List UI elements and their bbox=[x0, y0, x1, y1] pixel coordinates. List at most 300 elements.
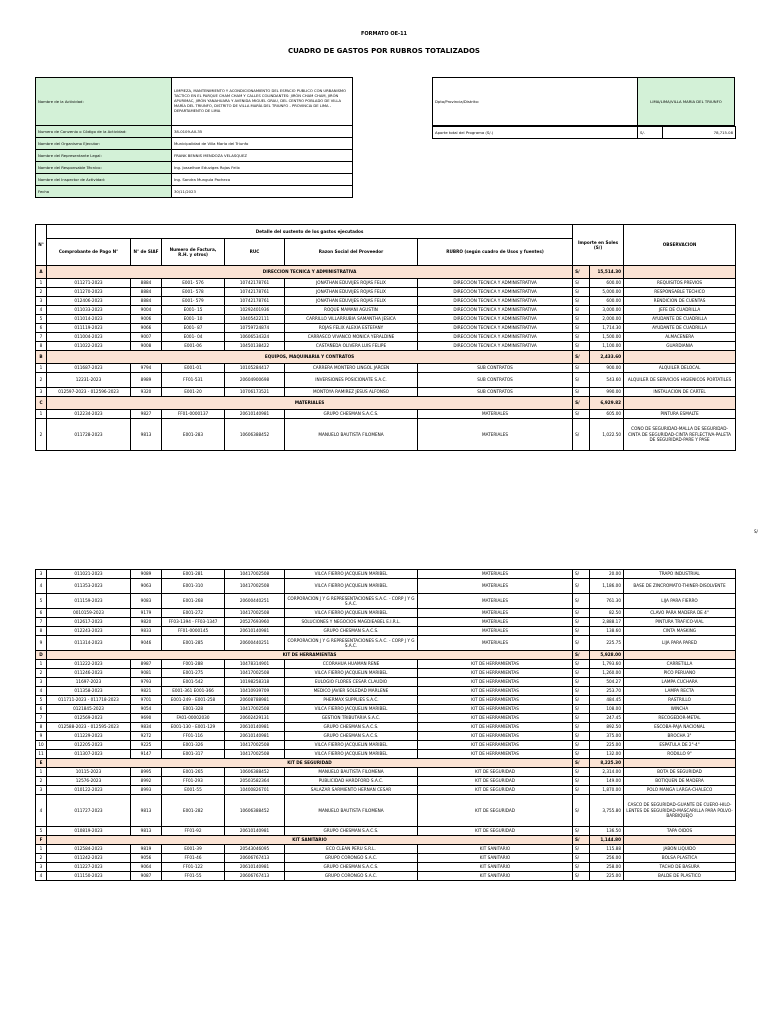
row-comprobante: 011246-2023 bbox=[47, 669, 131, 678]
row-currency: S/ bbox=[573, 768, 590, 777]
row-factura: FF01-92 bbox=[162, 827, 225, 836]
row-ruc: 10417002508 bbox=[225, 705, 285, 714]
row-observation: RESPONSABLE TECHICO bbox=[624, 288, 736, 297]
row-observation: PINTURA ESMALTE bbox=[624, 410, 736, 419]
col-rubro: RUBRO (según cuadro de Usos y fuentes) bbox=[418, 239, 573, 266]
row-observation: LAMPA RECTA bbox=[624, 687, 736, 696]
row-comprobante: 011033-2023 bbox=[47, 306, 131, 315]
row-comprobante: 011358-2023 bbox=[47, 687, 131, 696]
row-currency: S/ bbox=[573, 636, 590, 651]
row-amount: 253.70 bbox=[590, 687, 624, 696]
row-currency: S/ bbox=[573, 732, 590, 741]
section-title: KIT DE SEGURIDAD bbox=[47, 759, 573, 768]
row-comprobante: 011227-2023 bbox=[47, 863, 131, 872]
row-number: 1 bbox=[36, 768, 47, 777]
row-siaf: 9793 bbox=[131, 678, 162, 687]
row-factura: E001- 87 bbox=[162, 324, 225, 333]
row-siaf: 9004 bbox=[131, 306, 162, 315]
row-rubro: KIT DE SEGURIDAD bbox=[418, 786, 573, 795]
row-amount: 900.00 bbox=[590, 364, 624, 373]
row-rubro: KIT DE HERRAMIENTAS bbox=[418, 696, 573, 705]
row-amount: 82.50 bbox=[590, 609, 624, 618]
row-number: 4 bbox=[36, 579, 47, 594]
activity-value: LIMPIEZA, MANTENIMIENTO Y ACONDICIONAMIENTO DEL ESPACIO PUBLICO CON URBANISMO TACTICO EN EL PARQUE CHAM CHAM Y CALLES COLINDANTES: JIRÓN CHAM CHAM, JIRÓN APURIMAC, JIRÓN YANAHUARA Y AVENIDA MIGUEL GRAU, DEL CENTRO POBLADO DE VILLA MARÍA DEL TRIUNFO, DISTRITO DE VILLA MARÍA DEL TRIUNFO - PROVINCIA DE LIMA - DEPARTAMENTO DE LIMA bbox=[172, 78, 353, 126]
row-factura: FF01-0000145 bbox=[162, 627, 225, 636]
row-currency: S/ bbox=[573, 570, 590, 579]
row-siaf: 9007 bbox=[131, 333, 162, 342]
row-number: 8 bbox=[36, 627, 47, 636]
row-rubro: MATERIALES bbox=[418, 609, 573, 618]
row-siaf: 8884 bbox=[131, 297, 162, 306]
row-comprobante: 12576-2023 bbox=[47, 777, 131, 786]
aporte-label: Aporte total del Programa (S/.) bbox=[433, 127, 638, 139]
row-razon-social: MANUELO BAUTISTA FILOMENA bbox=[285, 419, 418, 451]
row-rubro: DIRECCION TECNICA Y ADMINISTRATIVA bbox=[418, 288, 573, 297]
row-amount: 1,100.00 bbox=[590, 342, 624, 351]
row-comprobante: 011242-2023 bbox=[47, 854, 131, 863]
section-letter: D bbox=[36, 651, 47, 660]
row-razon-social: VILCA FIERRO JACQUELIN MARIBEL bbox=[285, 705, 418, 714]
row-amount: 1,714.30 bbox=[590, 324, 624, 333]
row-siaf: 9834 bbox=[131, 723, 162, 732]
table-row bbox=[36, 609, 736, 618]
row-number: 2 bbox=[36, 777, 47, 786]
aporte-currency: S/. bbox=[638, 127, 663, 139]
info-value: 30/11/2023 bbox=[172, 186, 353, 198]
row-number: 3 bbox=[36, 388, 47, 397]
section-row bbox=[36, 351, 736, 364]
row-comprobante: 012569-2023 bbox=[47, 714, 131, 723]
section-observation bbox=[624, 759, 736, 768]
row-rubro: MATERIALES bbox=[418, 594, 573, 609]
row-siaf: 9063 bbox=[131, 579, 162, 594]
row-razon-social: ROJAS FELIX ALEXIA ESTEFANY bbox=[285, 324, 418, 333]
row-rubro: KIT DE HERRAMIENTAS bbox=[418, 741, 573, 750]
row-amount: 136.50 bbox=[590, 827, 624, 836]
row-comprobante: 011159-2023 bbox=[47, 594, 131, 609]
row-currency: S/ bbox=[573, 594, 590, 609]
row-currency: S/ bbox=[573, 419, 590, 451]
row-amount: 1,870.00 bbox=[590, 786, 624, 795]
row-observation: LIJA PARA PARED bbox=[624, 636, 736, 651]
row-observation: ALMACENERA bbox=[624, 333, 736, 342]
row-siaf: 9054 bbox=[131, 705, 162, 714]
row-razon-social: GRUPO CORONGO S.A.C. bbox=[285, 872, 418, 881]
info-value: 38-0109-AII-35 bbox=[172, 126, 353, 138]
row-siaf: 9820 bbox=[131, 618, 162, 627]
row-ruc: 20527693960 bbox=[225, 618, 285, 627]
row-number: 2 bbox=[36, 373, 47, 388]
row-amount: 132.00 bbox=[590, 750, 624, 759]
row-siaf: 9833 bbox=[131, 627, 162, 636]
row-amount: 600.00 bbox=[590, 297, 624, 306]
row-ruc: 20606767413 bbox=[225, 854, 285, 863]
row-currency: S/ bbox=[573, 705, 590, 714]
row-currency: S/ bbox=[573, 827, 590, 836]
row-currency: S/ bbox=[573, 795, 590, 827]
row-currency: S/ bbox=[573, 723, 590, 732]
row-number: 10 bbox=[36, 741, 47, 750]
row-comprobante: 011004-2023 bbox=[47, 333, 131, 342]
row-razon-social: ECO CLEAN PERU S.R.L. bbox=[285, 845, 418, 854]
row-amount: 2,888.17 bbox=[590, 618, 624, 627]
row-factura: E001- 04 bbox=[162, 333, 225, 342]
row-ruc: 10417002508 bbox=[225, 579, 285, 594]
row-factura: E001-310 bbox=[162, 579, 225, 594]
region-value: LIMA/LIMA/VILLA MARIA DEL TRIUNFO bbox=[638, 78, 735, 126]
row-observation: BALDE DE PLASTICO bbox=[624, 872, 736, 881]
row-rubro: DIRECCION TECNICA Y ADMINISTRATIVA bbox=[418, 279, 573, 288]
row-factura: E001-542 bbox=[162, 678, 225, 687]
row-amount: 258.00 bbox=[590, 863, 624, 872]
row-factura: E001-268 bbox=[162, 594, 225, 609]
table-row bbox=[36, 687, 736, 696]
section-row bbox=[36, 651, 736, 660]
row-number: 5 bbox=[36, 827, 47, 836]
row-comprobante: 012234-2023 bbox=[47, 410, 131, 419]
section-letter: A bbox=[36, 266, 47, 279]
table-row bbox=[36, 579, 736, 594]
row-comprobante: 010819-2023 bbox=[47, 827, 131, 836]
row-number: 2 bbox=[36, 288, 47, 297]
section-observation bbox=[624, 836, 736, 845]
row-rubro: DIRECCION TECNICA Y ADMINISTRATIVA bbox=[418, 315, 573, 324]
table-row bbox=[36, 297, 736, 306]
row-ruc: 10417002508 bbox=[225, 741, 285, 750]
row-amount: 108.00 bbox=[590, 705, 624, 714]
info-label: Nombre del Responsable Técnico: bbox=[36, 162, 172, 174]
info-value: Ing. Josselhoe Eduviges Rojas Felix bbox=[172, 162, 353, 174]
row-siaf: 9008 bbox=[131, 342, 162, 351]
table-row bbox=[36, 627, 736, 636]
row-comprobante: 011229-2023 bbox=[47, 732, 131, 741]
row-comprobante: 012584-2023 bbox=[47, 845, 131, 854]
row-number: 7 bbox=[36, 618, 47, 627]
col-observacion: OBSERVACION bbox=[624, 225, 736, 266]
row-currency: S/ bbox=[573, 373, 590, 388]
row-siaf: 8992 bbox=[131, 777, 162, 786]
row-amount: 1,500.00 bbox=[590, 333, 624, 342]
col-n: N° bbox=[36, 225, 47, 266]
row-comprobante: 011150-2023 bbox=[47, 872, 131, 881]
row-observation: REQUISITOS PREVIOS bbox=[624, 279, 736, 288]
row-factura: E001- 15 bbox=[162, 306, 225, 315]
row-observation: RECOGEDOR-METAL bbox=[624, 714, 736, 723]
row-amount: 375.00 bbox=[590, 732, 624, 741]
row-siaf: 9813 bbox=[131, 795, 162, 827]
row-amount: 605.00 bbox=[590, 410, 624, 419]
row-razon-social: VILCA FIERRO JACQUELIN MARIBEL bbox=[285, 570, 418, 579]
row-razon-social: GESTION TRIBUTARIA S.A.C. bbox=[285, 714, 418, 723]
row-factura: E001-20 bbox=[162, 388, 225, 397]
row-observation: ALQUILER DELOCAL bbox=[624, 364, 736, 373]
row-razon-social: PHERMAX SUPPLIES S.A.C. bbox=[285, 696, 418, 705]
row-currency: S/ bbox=[573, 786, 590, 795]
row-comprobante: 012243-2023 bbox=[47, 627, 131, 636]
row-currency: S/ bbox=[573, 741, 590, 750]
info-value: Municipalidad de Villa María del Triunfo bbox=[172, 138, 353, 150]
row-siaf: 9272 bbox=[131, 732, 162, 741]
row-rubro: DIRECCION TECNICA Y ADMINISTRATIVA bbox=[418, 333, 573, 342]
row-number: 3 bbox=[36, 863, 47, 872]
row-razon-social: CARRERA MONTERO LINGOL JARCEN bbox=[285, 364, 418, 373]
table-row bbox=[36, 827, 736, 836]
section-row bbox=[36, 397, 736, 410]
section-row bbox=[36, 759, 736, 768]
row-currency: S/ bbox=[573, 660, 590, 669]
section-total: 15,514.30 bbox=[590, 266, 624, 279]
row-comprobante: 011021-2023 bbox=[47, 570, 131, 579]
row-currency: S/ bbox=[573, 627, 590, 636]
row-observation: RENDICION DE CUENTAS bbox=[624, 297, 736, 306]
row-siaf: 8989 bbox=[131, 373, 162, 388]
row-siaf: 9821 bbox=[131, 687, 162, 696]
row-ruc: 20610140981 bbox=[225, 627, 285, 636]
row-amount: 225.75 bbox=[590, 636, 624, 651]
table-row bbox=[36, 854, 736, 863]
row-amount: 247.45 bbox=[590, 714, 624, 723]
row-comprobante: 011270-2023 bbox=[47, 288, 131, 297]
row-comprobante: 012406-2023 bbox=[47, 297, 131, 306]
row-currency: S/ bbox=[573, 669, 590, 678]
row-razon-social: GRUPO CHESMAN S.A.C.S. bbox=[285, 410, 418, 419]
row-ruc: 10417002508 bbox=[225, 609, 285, 618]
row-factura: E001-272 bbox=[162, 609, 225, 618]
expense-table-page2 bbox=[35, 569, 736, 881]
section-currency: S/ bbox=[573, 266, 590, 279]
row-razon-social: ROQUE MAMANI AGUSTIN bbox=[285, 306, 418, 315]
row-amount: 138.60 bbox=[590, 627, 624, 636]
row-observation: CONO DE SEGURIDAD-MALLA DE SEGURIDAD-CINTA DE SEGURIDAD-CINTA REFLECTIVA-PALETA DE SEGURIDAD-PARE Y PASE bbox=[624, 419, 736, 451]
table-row bbox=[36, 777, 736, 786]
row-factura: E001-39 bbox=[162, 845, 225, 854]
row-number: 3 bbox=[36, 297, 47, 306]
row-factura: E001-283 bbox=[162, 419, 225, 451]
section-total: 5,928.00 bbox=[590, 651, 624, 660]
row-number: 2 bbox=[36, 669, 47, 678]
row-siaf: 9006 bbox=[131, 315, 162, 324]
row-number: 3 bbox=[36, 570, 47, 579]
row-comprobante: 011222-2023 bbox=[47, 660, 131, 669]
row-ruc: 10742178761 bbox=[225, 288, 285, 297]
row-comprobante: 11697-2023 bbox=[47, 678, 131, 687]
row-factura: E001-281 bbox=[162, 570, 225, 579]
row-number: 6 bbox=[36, 324, 47, 333]
row-comprobante: 10115-2023 bbox=[47, 768, 131, 777]
row-factura: E001-130 - E001-129 bbox=[162, 723, 225, 732]
row-factura: E001-361 E001-366 bbox=[162, 687, 225, 696]
row-number: 11 bbox=[36, 750, 47, 759]
row-ruc: 10400826701 bbox=[225, 786, 285, 795]
row-factura: E001-249 - E001-258 bbox=[162, 696, 225, 705]
row-ruc: 20503582364 bbox=[225, 777, 285, 786]
table-row bbox=[36, 696, 736, 705]
col-siaf: N° de SIAF bbox=[131, 239, 162, 266]
row-factura: E001-282 bbox=[162, 795, 225, 827]
section-currency: S/ bbox=[573, 397, 590, 410]
row-ruc: 10405422111 bbox=[225, 315, 285, 324]
row-siaf: 9066 bbox=[131, 324, 162, 333]
table-row bbox=[36, 768, 736, 777]
row-observation: JEFE DE CUADRILLA bbox=[624, 306, 736, 315]
row-amount: 1,186.00 bbox=[590, 579, 624, 594]
row-currency: S/ bbox=[573, 279, 590, 288]
row-number: 4 bbox=[36, 306, 47, 315]
row-siaf: 8884 bbox=[131, 279, 162, 288]
section-observation bbox=[624, 397, 736, 410]
row-currency: S/ bbox=[573, 297, 590, 306]
row-amount: 761.30 bbox=[590, 594, 624, 609]
row-comprobante: 011022-2023 bbox=[47, 342, 131, 351]
row-currency: S/ bbox=[573, 863, 590, 872]
table-row bbox=[36, 315, 736, 324]
row-observation: CINTA MASKING bbox=[624, 627, 736, 636]
row-siaf: 8884 bbox=[131, 288, 162, 297]
row-amount: 5,000.00 bbox=[590, 288, 624, 297]
row-amount: 1,022.50 bbox=[590, 419, 624, 451]
col-factura: Numero de Factura, R.H. y otros) bbox=[162, 239, 225, 266]
row-razon-social: MANUELO BAUTISTA FILOMENA bbox=[285, 768, 418, 777]
row-currency: S/ bbox=[573, 306, 590, 315]
table-row bbox=[36, 863, 736, 872]
row-observation: BOTA DE SEGURIDAD bbox=[624, 768, 736, 777]
section-currency: S/ bbox=[573, 351, 590, 364]
section-row bbox=[36, 266, 736, 279]
section-observation bbox=[624, 351, 736, 364]
table-row bbox=[36, 845, 736, 854]
row-razon-social: CCORAHUA HUAMAN RENE bbox=[285, 660, 418, 669]
row-rubro: KIT DE HERRAMIENTAS bbox=[418, 669, 573, 678]
row-razon-social: MEDICO JAVIER SOLEDAD MARLENE bbox=[285, 687, 418, 696]
row-factura: E001-328 bbox=[162, 705, 225, 714]
row-factura: E001-55 bbox=[162, 786, 225, 795]
row-number: 1 bbox=[36, 279, 47, 288]
row-rubro: KIT DE HERRAMIENTAS bbox=[418, 687, 573, 696]
row-ruc: 20610140981 bbox=[225, 863, 285, 872]
row-factura: E001-06 bbox=[162, 342, 225, 351]
row-amount: 115.88 bbox=[590, 845, 624, 854]
row-factura: E001- 579 bbox=[162, 297, 225, 306]
row-comprobante: 012617-2023 bbox=[47, 618, 131, 627]
row-observation: INSTALACION DE CARTEL bbox=[624, 388, 736, 397]
row-rubro: MATERIALES bbox=[418, 636, 573, 651]
table-row bbox=[36, 786, 736, 795]
row-observation: LIJA PARA FIERRO bbox=[624, 594, 736, 609]
row-razon-social: INVERSIONES POSICIONATE S.A.C. bbox=[285, 373, 418, 388]
row-razon-social: SALAZAR SARMIENTO HERNAN CESAR bbox=[285, 786, 418, 795]
row-amount: 504.27 bbox=[590, 678, 624, 687]
row-rubro: MATERIALES bbox=[418, 618, 573, 627]
region-label: Dpto/Provincia/Distrito: bbox=[433, 78, 638, 126]
row-razon-social: GRUPO CHESMAN S.A.C.S. bbox=[285, 863, 418, 872]
row-observation: CASCO DE SEGURIDAD-GUANTE DE CUERO-HILO-LENTES DE SEGURIDAD-MASCARILLA PARA POLVO-BARBIQUEJO bbox=[624, 795, 736, 827]
row-rubro: KIT DE HERRAMIENTAS bbox=[418, 750, 573, 759]
row-siaf: 9819 bbox=[131, 845, 162, 854]
row-amount: 1,793.60 bbox=[590, 660, 624, 669]
row-amount: 2,000.00 bbox=[590, 315, 624, 324]
row-rubro: KIT DE SEGURIDAD bbox=[418, 827, 573, 836]
row-currency: S/ bbox=[573, 696, 590, 705]
region-info-table bbox=[432, 77, 735, 126]
row-currency: S/ bbox=[573, 854, 590, 863]
row-ruc: 10606534324 bbox=[225, 333, 285, 342]
row-siaf: 9056 bbox=[131, 854, 162, 863]
section-title: KIT DE HERRAMIENTAS bbox=[47, 651, 573, 660]
row-number: 1 bbox=[36, 364, 47, 373]
row-number: 9 bbox=[36, 732, 47, 741]
section-letter: B bbox=[36, 351, 47, 364]
row-observation: RASTRILLO bbox=[624, 696, 736, 705]
row-number: 5 bbox=[36, 696, 47, 705]
row-razon-social: GRUPO CHESMAN S.A.C.S. bbox=[285, 732, 418, 741]
group-header: Detalle del sustento de los gastos ejecutados bbox=[47, 225, 573, 239]
row-number: 1 bbox=[36, 845, 47, 854]
row-ruc: 10450138422 bbox=[225, 342, 285, 351]
row-rubro: KIT DE HERRAMIENTAS bbox=[418, 678, 573, 687]
row-ruc: 10706173521 bbox=[225, 388, 285, 397]
row-razon-social: MANUELO BAUTISTA FILOMENA bbox=[285, 795, 418, 827]
row-ruc: 10417002508 bbox=[225, 570, 285, 579]
table-row bbox=[36, 324, 736, 333]
row-number: 7 bbox=[36, 333, 47, 342]
row-ruc: 10742178761 bbox=[225, 279, 285, 288]
row-siaf: 9064 bbox=[131, 863, 162, 872]
section-row bbox=[36, 836, 736, 845]
row-rubro: KIT DE SEGURIDAD bbox=[418, 777, 573, 786]
row-ruc: 10417002508 bbox=[225, 669, 285, 678]
row-factura: FF01-293 bbox=[162, 777, 225, 786]
row-rubro: KIT DE HERRAMIENTAS bbox=[418, 723, 573, 732]
row-amount: 225.00 bbox=[590, 872, 624, 881]
row-razon-social: VILCA FIERRO JACQUELIN MARIBEL bbox=[285, 609, 418, 618]
table-row bbox=[36, 795, 736, 827]
table-row bbox=[36, 705, 736, 714]
row-razon-social: VILCA FIERRO JACQUELIN MARIBEL bbox=[285, 741, 418, 750]
row-factura: E001-01 bbox=[162, 364, 225, 373]
row-comprobante: 011353-2023 bbox=[47, 579, 131, 594]
info-label: Nombre del Organismo Ejecutor: bbox=[36, 138, 172, 150]
row-comprobante: 012205-2023 bbox=[47, 741, 131, 750]
row-factura: FF01-55 bbox=[162, 872, 225, 881]
info-label: Fecha bbox=[36, 186, 172, 198]
row-ruc: 20602429131 bbox=[225, 714, 285, 723]
section-title: EQUIPOS, MAQUINARIA Y CONTRATOS bbox=[47, 351, 573, 364]
row-comprobante: 012588-2023 - 012595-2023 bbox=[47, 723, 131, 732]
row-currency: S/ bbox=[573, 845, 590, 854]
row-factura: E001-317 bbox=[162, 750, 225, 759]
info-value: Ing. Sandra Munguía Pacheco bbox=[172, 174, 353, 186]
row-factura: FF01-122 bbox=[162, 863, 225, 872]
row-currency: S/ bbox=[573, 777, 590, 786]
row-siaf: 9225 bbox=[131, 741, 162, 750]
table-row bbox=[36, 723, 736, 732]
row-ruc: 10292401936 bbox=[225, 306, 285, 315]
row-comprobante: 011271-2023 bbox=[47, 279, 131, 288]
section-total: 6,929.82 bbox=[590, 397, 624, 410]
row-observation: CARRETILLA bbox=[624, 660, 736, 669]
col-importe: Importe en Soles (S/) bbox=[573, 225, 624, 266]
row-siaf: 8995 bbox=[131, 768, 162, 777]
row-rubro: KIT SANITARIO bbox=[418, 863, 573, 872]
row-factura: FF01-531 bbox=[162, 373, 225, 388]
section-currency: S/ bbox=[573, 836, 590, 845]
row-factura: FF01-116 bbox=[162, 732, 225, 741]
row-number: 1 bbox=[36, 660, 47, 669]
row-number: 4 bbox=[36, 795, 47, 827]
row-currency: S/ bbox=[573, 609, 590, 618]
row-siaf: 9690 bbox=[131, 714, 162, 723]
row-siaf: 9179 bbox=[131, 609, 162, 618]
